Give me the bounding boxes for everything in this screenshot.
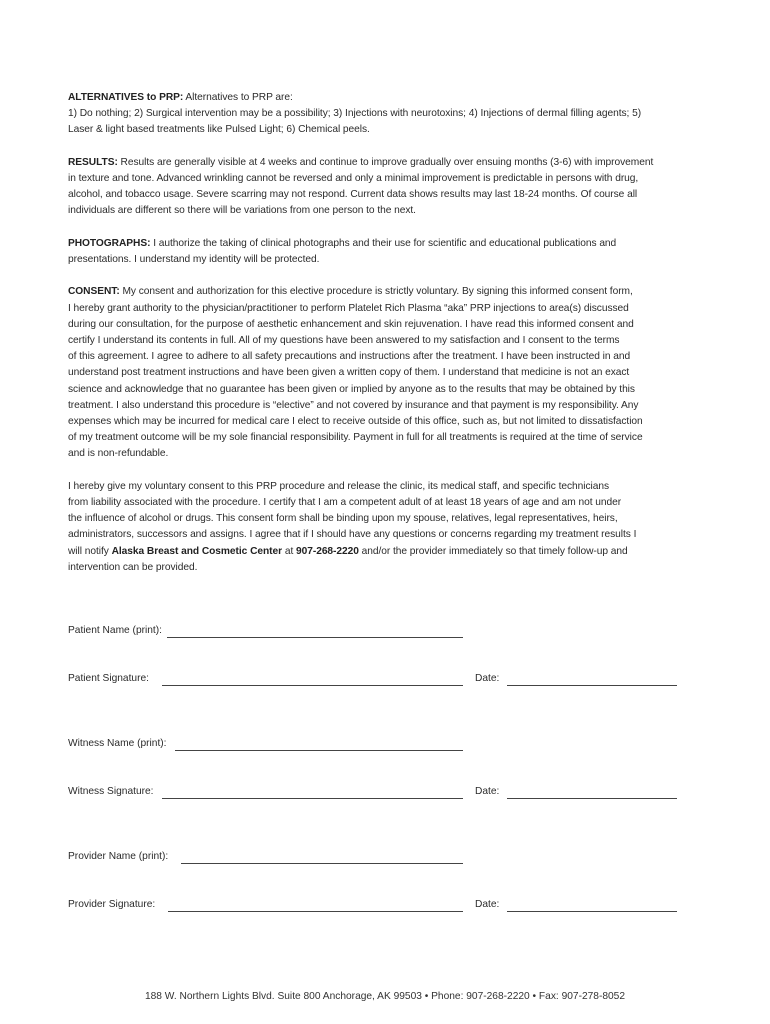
voluntary-line-6: intervention can be provided. (68, 561, 198, 573)
results-line-3: alcohol, and tobacco usage. Severe scarring may not respond. Current data shows results may last 18-24 months. Of course all (68, 189, 638, 201)
consent-line-4: certify I understand its contents in full. All of my questions have been answered to my satisfaction and I consent to the terms (68, 335, 620, 346)
photographs-line-1: PHOTOGRAPHS: I authorize the taking of clinical photographs and their use for scientific and educational publications and (68, 237, 617, 249)
consent-line-9: expenses which may be incurred for medical care I elect to receive outside of this office, such as, but not limited to dissatisfaction (68, 416, 643, 428)
photographs-section (68, 236, 698, 268)
witness-signature-row (68, 785, 688, 799)
results-section (68, 155, 698, 220)
provider-date-field[interactable] (507, 911, 677, 912)
voluntary-line-4: administrators, successors and assigns. I agree that if I should have any questions or concerns regarding my treatment results I (68, 529, 637, 541)
patient-name-label: Patient Name (print): (68, 625, 162, 636)
consent-line-2: I hereby grant authority to the physician/practitioner to perform Platelet Rich Plasma “aka” PRP injections to area(s) discussed (68, 302, 629, 314)
witness-signature-label: Witness Signature: (68, 786, 154, 797)
patient-name-row (68, 624, 468, 638)
photographs-heading: PHOTOGRAPHS: (68, 237, 151, 249)
voluntary-line-5: will notify Alaska Breast and Cosmetic Center at 907-268-2220 and/or the provider immediately so that timely follow-up and (68, 545, 628, 557)
consent-line-6: understand post treatment instructions and have been given a written copy of them. I understand that medicine is not an exact (68, 367, 630, 379)
patient-date-label: Date: (475, 673, 500, 684)
provider-name-field[interactable] (181, 863, 463, 864)
consent-line-10: of my treatment outcome will be my sole financial responsibility. Payment in full for all treatments is required at the time of service (68, 432, 643, 444)
alternatives-section (68, 90, 698, 139)
witness-date-field[interactable] (507, 798, 677, 799)
alternatives-line-3: Laser & light based treatments like Pulsed Light; 6) Chemical peels. (68, 124, 370, 136)
provider-name-label: Provider Name (print): (68, 851, 169, 862)
consent-line-1: CONSENT: My consent and authorization for this elective procedure is strictly voluntary. By signing this informed consent form, (68, 286, 633, 298)
voluntary-consent-section (68, 479, 698, 576)
patient-date-field[interactable] (507, 685, 677, 686)
consent-heading: CONSENT: (68, 286, 120, 298)
consent-line-7: science and acknowledge that no guarantee has been given or implied by anyone as to the results that may be obtained by this (68, 383, 635, 395)
consent-line-8: treatment. I also understand this procedure is “elective” and not covered by insurance and that payment is my responsibility. Any (68, 399, 639, 411)
provider-signature-row (68, 898, 688, 912)
form-body (68, 90, 698, 592)
consent-line-5: of this agreement. I agree to adhere to all safety precautions and instructions after the treatment. I have been instructed in and (68, 351, 631, 363)
provider-signature-field[interactable] (168, 911, 463, 912)
patient-name-field[interactable] (167, 637, 463, 638)
consent-line-11: and is non-refundable. (68, 448, 169, 460)
results-line-1: RESULTS: Results are generally visible at 4 weeks and continue to improve gradually over ensuing months (3-6) with improvement (68, 156, 654, 168)
voluntary-line-2: from liability associated with the procedure. I certify that I am a competent adult of at least 18 years of age and am not under (68, 497, 622, 509)
witness-name-row (68, 737, 468, 751)
patient-signature-field[interactable] (162, 685, 463, 686)
results-heading: RESULTS: (68, 156, 118, 168)
consent-line-3: during our consultation, for the purpose of aesthetic enhancement and skin rejuvenation. I have read this informed consent and (68, 318, 634, 330)
patient-signature-row (68, 672, 688, 686)
alternatives-heading: ALTERNATIVES to PRP: (68, 92, 184, 103)
patient-signature-label: Patient Signature: (68, 673, 149, 684)
witness-name-label: Witness Name (print): (68, 738, 167, 749)
witness-date-label: Date: (475, 786, 500, 797)
provider-name-row (68, 850, 468, 864)
results-line-4: individuals are different so there will be variations from one person to the next. (68, 205, 416, 217)
alternatives-line-1: ALTERNATIVES to PRP: Alternatives to PRP are: (68, 92, 293, 103)
clinic-name: Alaska Breast and Cosmetic Center (111, 545, 283, 557)
results-line-2: in texture and tone. Advanced wrinkling cannot be reversed and only a minimal improvement is predictable in persons with drug, (68, 173, 639, 184)
photographs-line-2: presentations. I understand my identity will be protected. (68, 254, 320, 265)
provider-signature-label: Provider Signature: (68, 899, 156, 910)
footer-address: 188 W. Northern Lights Blvd. Suite 800 Anchorage, AK 99503 • Phone: 907-268-2220 • Fax: 907-278-8052 (144, 991, 626, 1002)
alternatives-line-2: 1) Do nothing; 2) Surgical intervention may be a possibility; 3) Injections with neurotoxins; 4) Injections of dermal filling agents; 5) (68, 108, 642, 120)
clinic-phone: 907-268-2220 (296, 545, 359, 557)
witness-name-field[interactable] (175, 750, 463, 751)
voluntary-line-1: I hereby give my voluntary consent to this PRP procedure and release the clinic, its medical staff, and specific technicians (68, 480, 610, 492)
voluntary-line-3: the influence of alcohol or drugs. This consent form shall be binding upon my spouse, relatives, legal representatives, heirs, (68, 513, 618, 525)
witness-signature-field[interactable] (162, 798, 463, 799)
provider-date-label: Date: (475, 899, 500, 910)
consent-section (68, 284, 698, 462)
